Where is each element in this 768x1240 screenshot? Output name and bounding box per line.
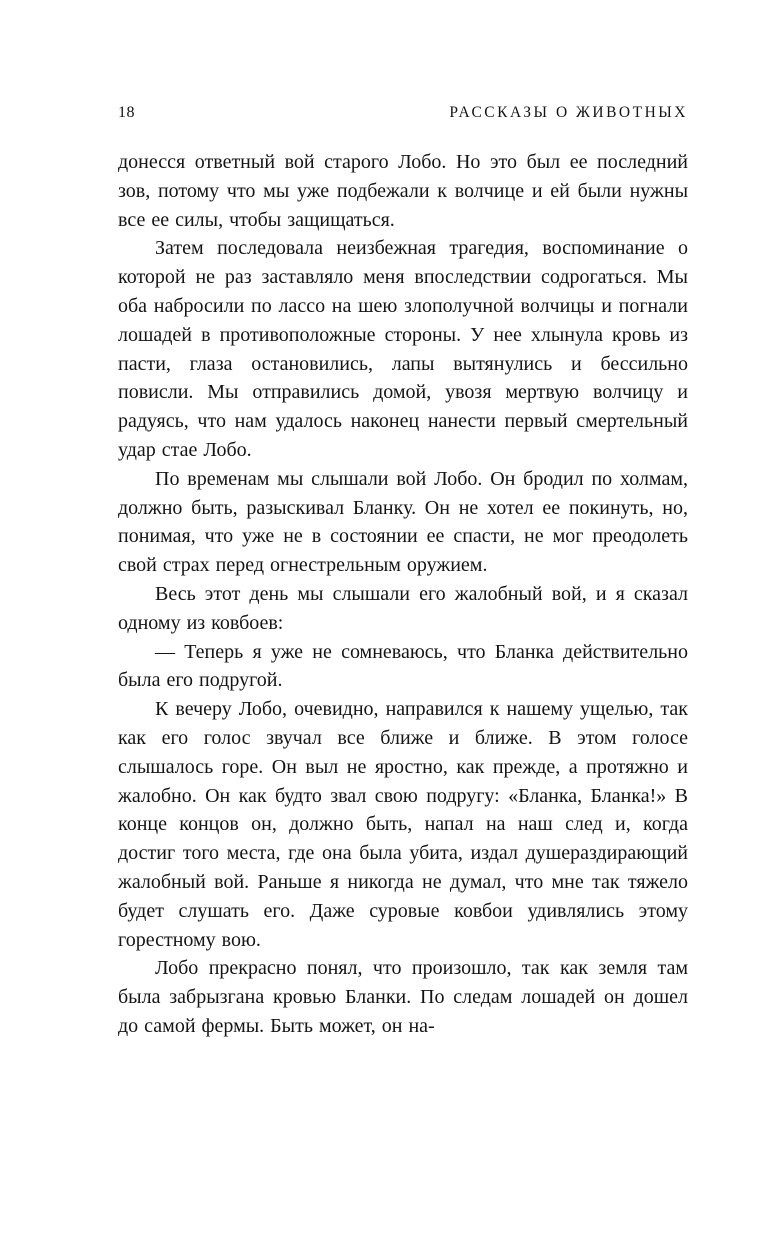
paragraph: К вечеру Лобо, очевидно, направился к нашему ущелью, так как его голос звучал все ближе и ближе. В этом голосе слышалось горе. Он выл не яростно, как прежде, а протяжно и жалобно. Он как будто звал свою подругу: «Бланка, Бланка!» В конце концов он, должно быть, напал на наш след и, когда достиг того места, где она была убита, издал душераздирающий жалобный вой. Раньше я никогда не думал, что мне так тяжело будет слушать его. Даже суровые ковбои удивлялись этому горестному вою. <box>118 698 688 951</box>
paragraph: Затем последовала неизбежная трагедия, воспоминание о которой не раз заставляло меня впоследствии содрогаться. Мы оба набросили по лассо на шею злополучной волчицы и погнали лошадей в противоположные стороны. У нее хлынула кровь из пасти, глаза остановились, лапы вытянулись и бессильно повисли. Мы отправились домой, увозя мертвую волчицу и радуясь, что нам удалось наконец нанести первый смертельный удар стае Лобо. <box>118 237 688 461</box>
running-title: РАССКАЗЫ О ЖИВОТНЫХ <box>449 104 688 121</box>
page-number: 18 <box>118 104 135 121</box>
paragraph: донесся ответный вой старого Лобо. Но это был ее последний зов, потому что мы уже подбежали к волчице и ей были нужны все ее силы, чтобы защищаться. <box>118 151 688 231</box>
body-text <box>118 148 688 1041</box>
paragraph: Весь этот день мы слышали его жалобный вой, и я сказал одному из ковбоев: <box>118 582 688 634</box>
paragraph: По временам мы слышали вой Лобо. Он бродил по холмам, должно быть, разыскивал Бланку. Он не хотел ее покинуть, но, понимая, что уже не в состоянии ее спасти, не мог преодолеть свой страх перед огнестрельным оружием. <box>118 467 688 577</box>
paragraph: — Теперь я уже не сомневаюсь, что Бланка действительно была его подругой. <box>118 640 688 692</box>
running-head <box>118 104 688 122</box>
paragraph: Лобо прекрасно понял, что произошло, так как земля там была забрызгана кровью Бланки. По следам лошадей он дошел до самой фермы. Быть может, он на- <box>118 957 688 1037</box>
